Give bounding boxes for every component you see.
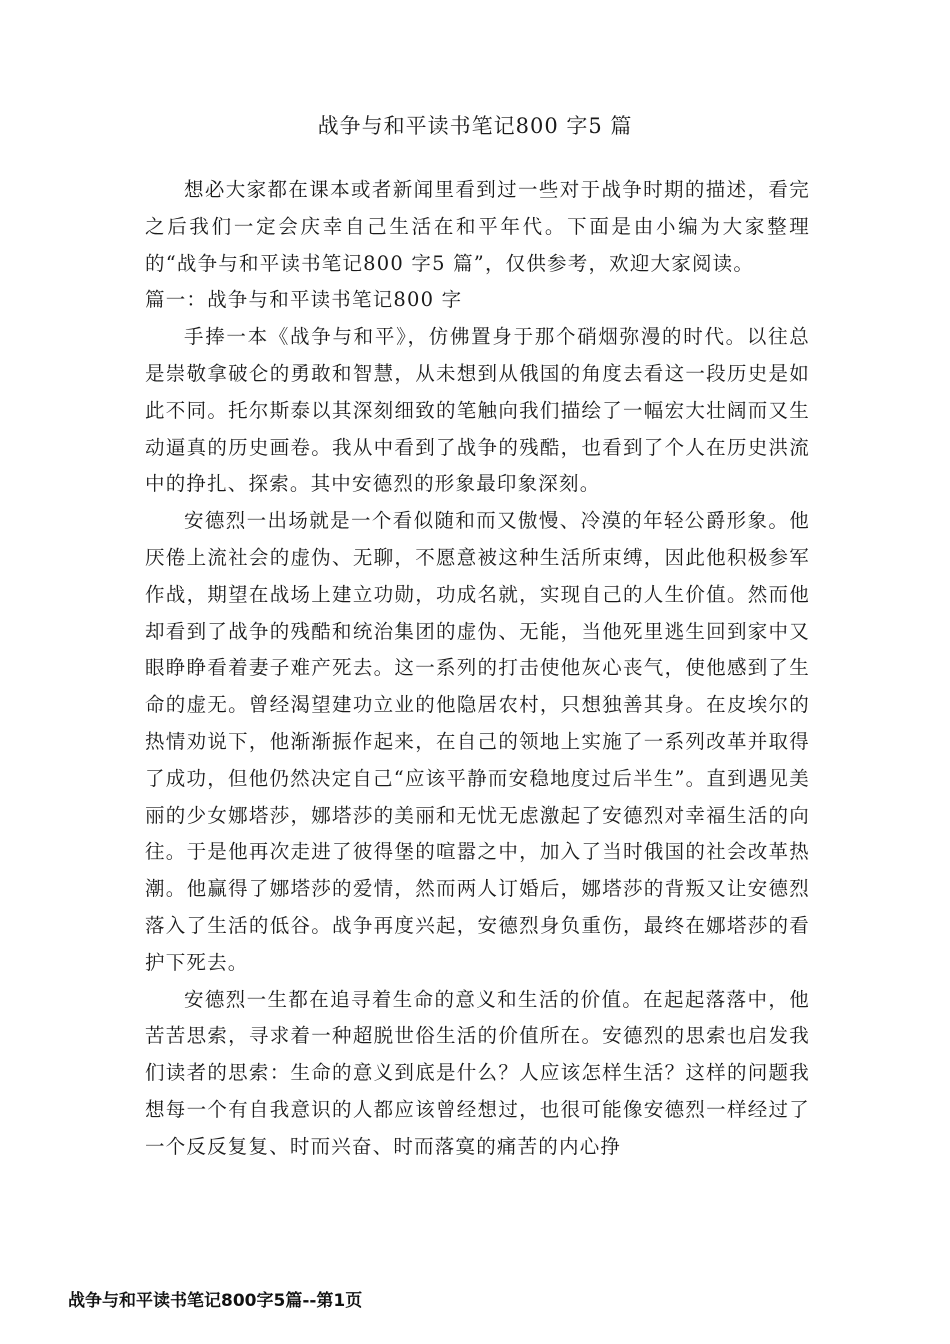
intro-paragraph: 想必大家都在课本或者新闻里看到过一些对于战争时期的描述，看完之后我们一定会庆幸自己生活在和平年代。下面是由小编为大家整理的“战争与和平读书笔记800 字5 篇”，仅供参考，欢迎大家阅读。 — [145, 178, 810, 275]
document-title: 战争与和平读书笔记800 字5 篇 — [317, 114, 633, 138]
section-heading: 篇一：战争与和平读书笔记800 字 — [145, 288, 463, 312]
body-paragraph: 手捧一本《战争与和平》，仿佛置身于那个硝烟弥漫的时代。以往总是崇敬拿破仑的勇敢和智慧，从未想到从俄国的角度去看这一段历史是如此不同。托尔斯泰以其深刻细致的笔触向我们描绘了一幅宏大壮阔而又生动逼真的历史画卷。我从中看到了战争的残酷，也看到了个人在历史洪流中的挣扎、探索。其中安德烈的形象最印象深刻。 — [145, 325, 810, 496]
body-paragraph: 安德烈一生都在追寻着生命的意义和生活的价值。在起起落落中，他苦苦思索，寻求着一种超脱世俗生活的价值所在。安德烈的思索也启发我们读者的思索：生命的意义到底是什么？人应该怎样生活？这样的问题我想每一个有自我意识的人都应该曾经想过，也很可能像安德烈一样经过了一个反反复复、时而兴奋、时而落寞的痛苦的内心挣 — [145, 987, 810, 1158]
body-paragraph: 安德烈一出场就是一个看似随和而又傲慢、冷漠的年轻公爵形象。他厌倦上流社会的虚伪、无聊，不愿意被这种生活所束缚，因此他积极参军作战，期望在战场上建立功勋，功成名就，实现自己的人生价值。然而他却看到了战争的残酷和统治集团的虚伪、无能，当他死里逃生回到家中又眼睁睁看着妻子难产死去。这一系列的打击使他灰心丧气，使他感到了生命的虚无。曾经渴望建功立业的他隐居农村，只想独善其身。在皮埃尔的热情劝说下，他渐渐振作起来，在自己的领地上实施了一系列改革并取得了成功，但他仍然决定自己“应该平静而安稳地度过后半生”。直到遇见美丽的少女娜塔莎，娜塔莎的美丽和无忧无虑激起了安德烈对幸福生活的向往。于是他再次走进了彼得堡的喧嚣之中，加入了当时俄国的社会改革热潮。他赢得了娜塔莎的爱情，然而两人订婚后，娜塔莎的背叛又让安德烈落入了生活的低谷。战争再度兴起，安德烈身负重伤，最终在娜塔莎的看护下死去。 — [145, 509, 810, 974]
document-body — [145, 172, 810, 1166]
page-footer: 战争与和平读书笔记800字5篇--第1页 — [68, 1291, 363, 1311]
